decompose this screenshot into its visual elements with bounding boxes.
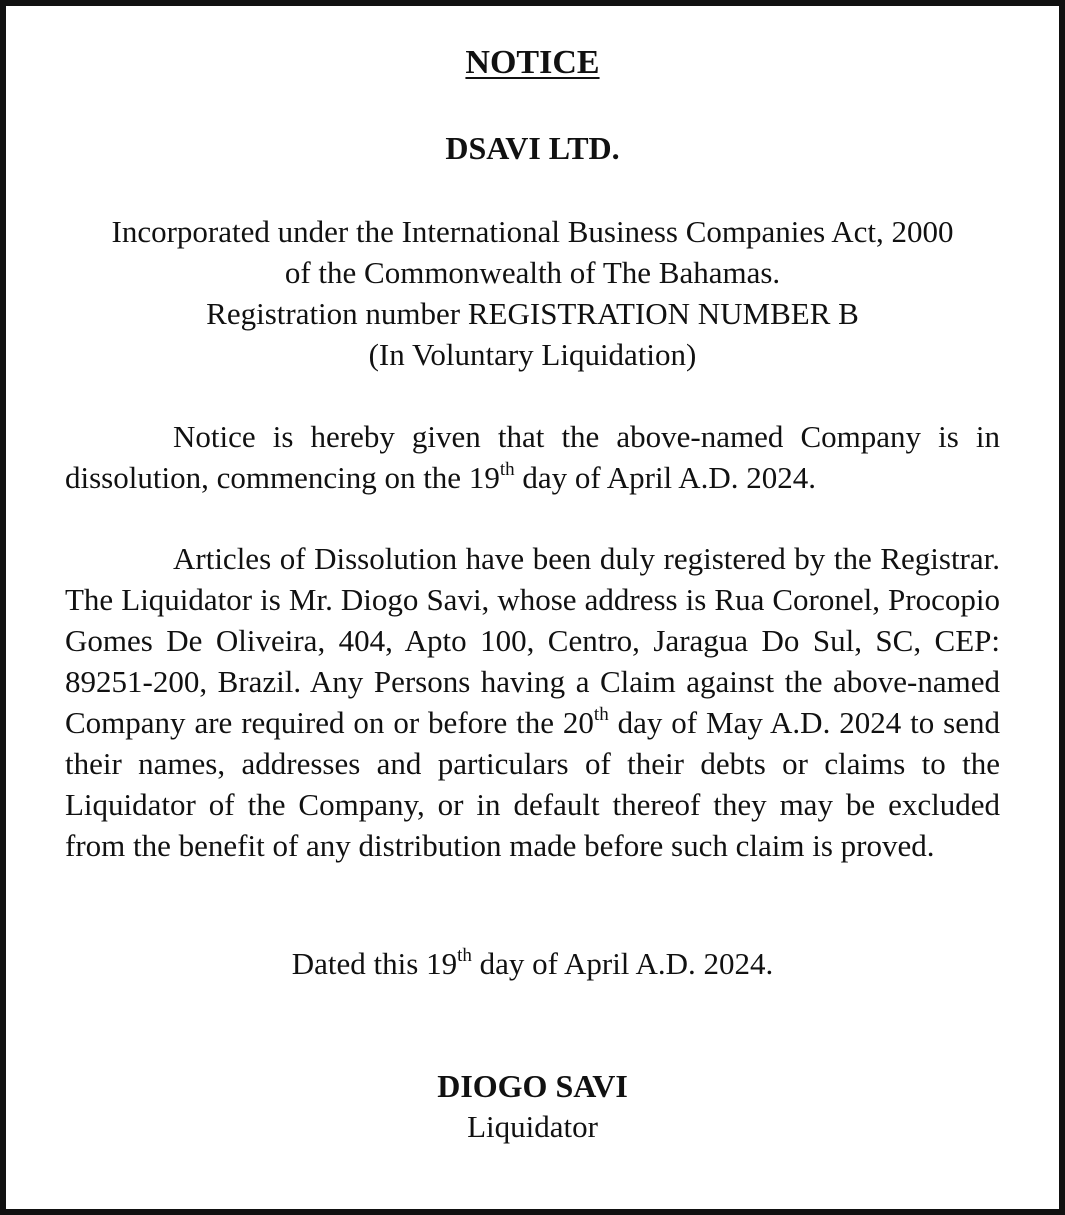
incorporation-line-act: Incorporated under the International Business Companies Act, 2000 (111, 214, 954, 249)
dissolution-text-end: day of April A.D. 2024. (514, 460, 816, 495)
liquidator-name: DIOGO SAVI (437, 1068, 628, 1104)
articles-paragraph (65, 538, 1000, 866)
dated-text-end: day of April A.D. 2024. (471, 946, 774, 981)
liquidation-status-line: (In Voluntary Liquidation) (368, 337, 697, 372)
articles-text-end: day of May A.D. 2024 to send their names, addresses and particulars of their debts or claims to the Liquidator of the Company, or in default thereof they may be excluded from the benefit of any distribution made before such claim is proved. (65, 705, 1000, 863)
dated-text-start: Dated this 19 (291, 946, 458, 981)
dissolution-paragraph (65, 416, 1000, 498)
incorporation-line-jurisdiction: of the Commonwealth of The Bahamas. (284, 255, 781, 290)
articles-text-start: Articles of Dissolution have been duly registered by the Registrar. The Liquidator is Mr. Diogo Savi, whose address is Rua Coronel, Procopio Gomes De Oliveira, 404, Apto 100, Centro, Jaragua Do Sul, SC, CEP: 89251-200, Brazil. Any Persons having a Claim against the above-named Company are required on or before the 20 (65, 541, 1000, 740)
incorporation-block (6, 211, 1059, 375)
registration-number-line: Registration number REGISTRATION NUMBER B (206, 296, 859, 331)
ordinal-suffix: th (499, 459, 515, 480)
ordinal-suffix: th (457, 945, 472, 966)
notice-title: NOTICE (465, 44, 600, 81)
ordinal-suffix: th (593, 704, 609, 725)
company-name: DSAVI LTD. (445, 130, 620, 166)
liquidator-role: Liquidator (467, 1109, 598, 1144)
dissolution-text-start: Notice is hereby given that the above-named Company is in dissolution, commencing on the 19 (65, 419, 1000, 495)
dated-line (6, 946, 1059, 982)
